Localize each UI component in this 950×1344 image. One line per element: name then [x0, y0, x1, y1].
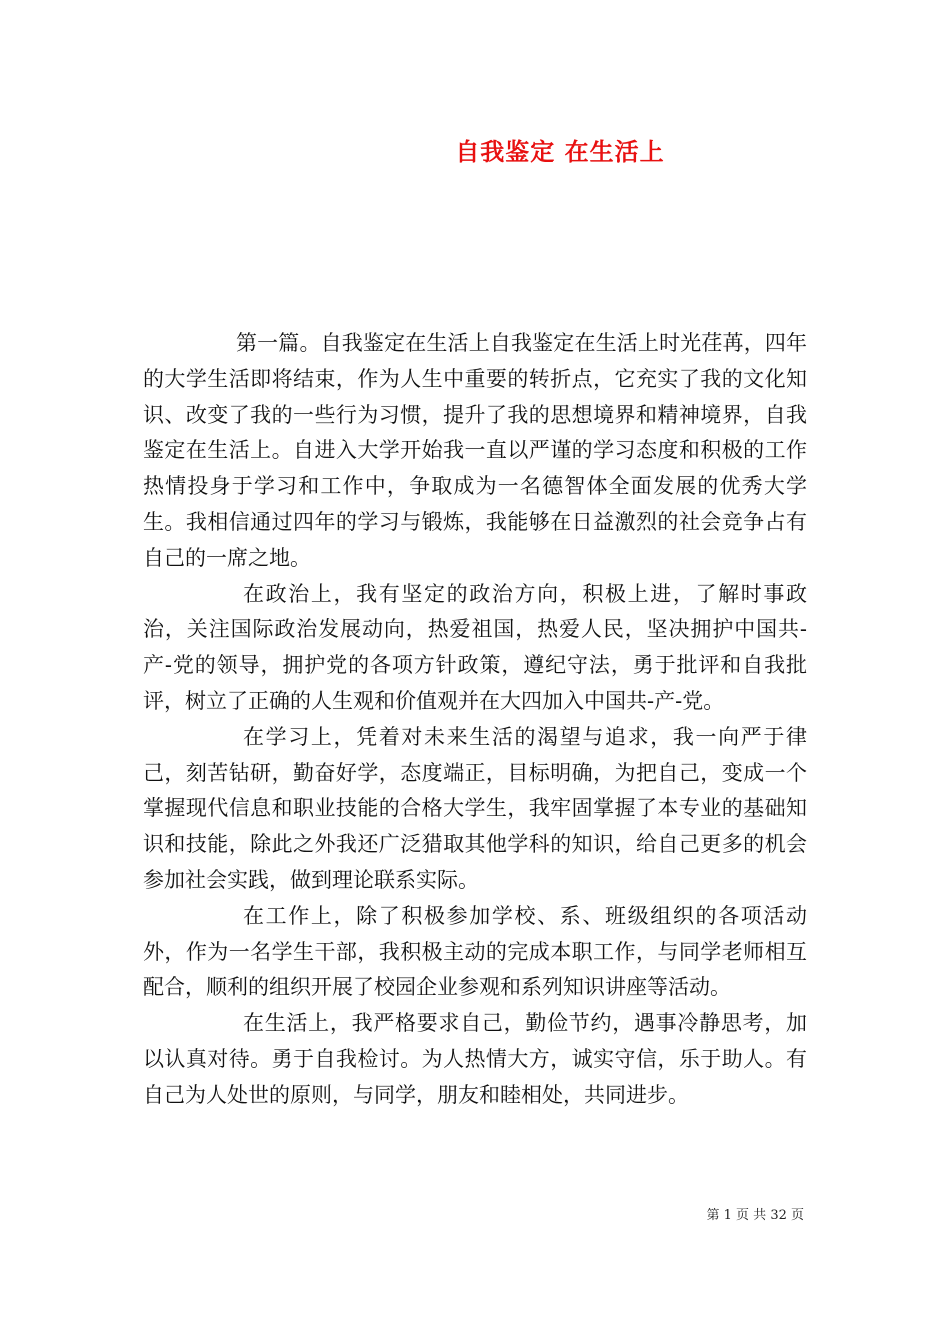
- paragraph-work: 在工作上，除了积极参加学校、系、班级组织的各项活动外，作为一名学生干部，我积极主动的完成本职工作，与同学老师相互配合，顺利的组织开展了校园企业参观和系列知识讲座等活动。: [143, 903, 807, 1000]
- paragraph-study: 在学习上，凭着对未来生活的渴望与追求，我一向严于律己，刻苦钻研，勤奋好学，态度端正，目标明确，为把自己，变成一个掌握现代信息和职业技能的合格大学生，我牢固掌握了本专业的基础知识和技能，除此之外我还广泛猎取其他学科的知识，给自己更多的机会参加社会实践，做到理论联系实际。: [143, 724, 807, 892]
- paragraph-life: 在生活上，我严格要求自己，勤俭节约，遇事冷静思考，加以认真对待。勇于自我检讨。为人热情大方，诚实守信，乐于助人。有自己为人处世的原则，与同学，朋友和睦相处，共同进步。: [143, 1011, 807, 1107]
- document-title: 自我鉴定 在生活上: [455, 138, 665, 166]
- paragraph-intro: 第一篇。自我鉴定在生活上自我鉴定在生活上时光荏苒，四年的大学生活即将结束，作为人生中重要的转折点，它充实了我的文化知识、改变了我的一些行为习惯，提升了我的思想境界和精神境界，自我鉴定在生活上。自进入大学开始我一直以严谨的学习态度和积极的工作热情投身于学习和工作中，争取成为一名德智体全面发展的优秀大学生。我相信通过四年的学习与锻炼，我能够在日益激烈的社会竞争占有自己的一席之地。: [143, 331, 807, 570]
- page-number-footer: 第 1 页 共 32 页: [706, 1208, 804, 1223]
- paragraph-politics: 在政治上，我有坚定的政治方向，积极上进，了解时事政治，关注国际政治发展动向，热爱祖国，热爱人民，坚决拥护中国共-产-党的领导，拥护党的各项方针政策，遵纪守法，勇于批评和自我批评，树立了正确的人生观和价值观并在大四加入中国共-产-党。: [143, 581, 807, 713]
- document-body: [143, 326, 807, 1114]
